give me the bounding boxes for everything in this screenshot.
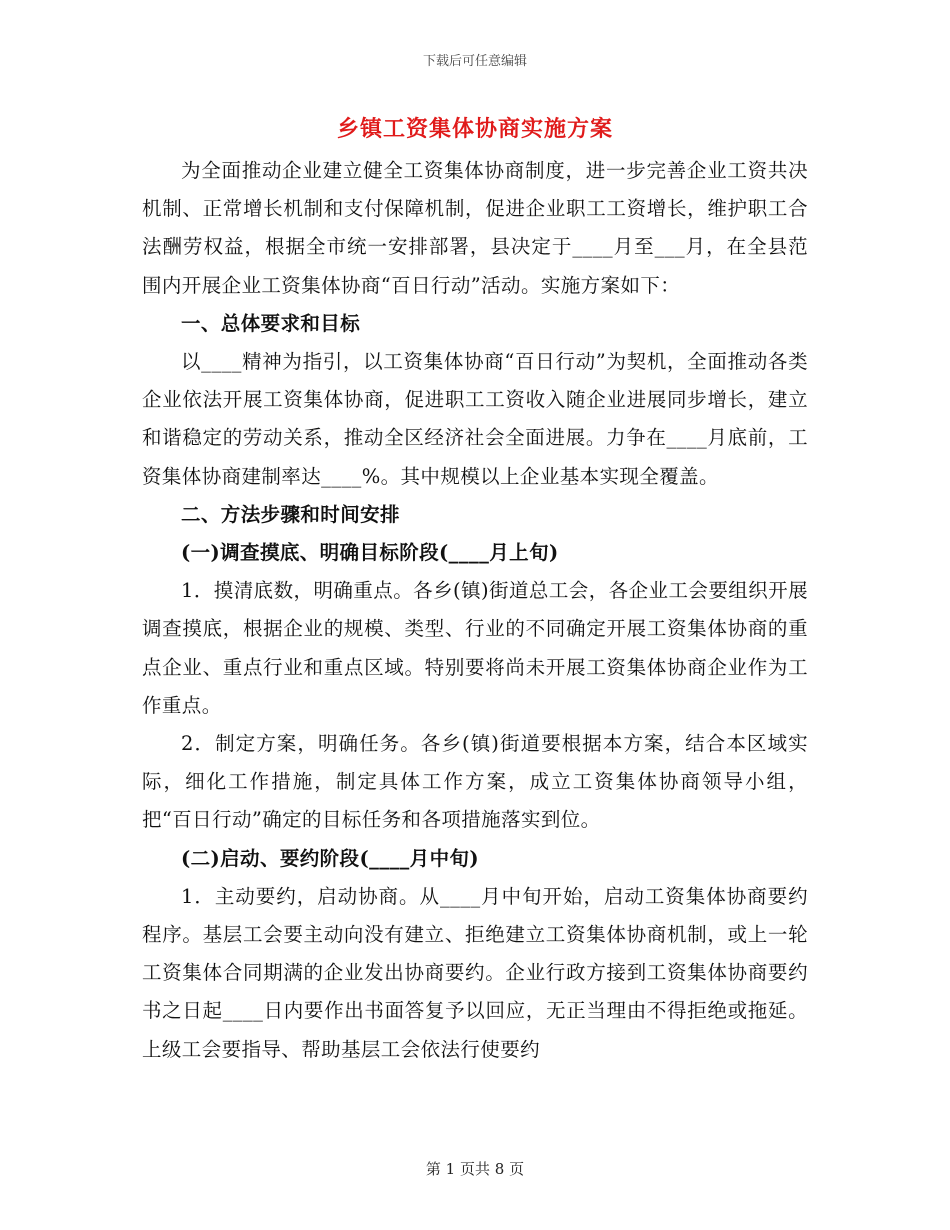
section-heading-1: 一、总体要求和目标 xyxy=(181,311,361,335)
subsection-heading-2-1: (一)调查摸底、明确目标阶段(____月上旬) xyxy=(181,541,559,565)
intro-paragraph: 为全面推动企业建立健全工资集体协商制度，进一步完善企业工资共决机制、正常增长机制和支付保障机制，促进企业职工工资增长，维护职工合法酬劳权益，根据全市统一安排部署，县决定于____月至___月，在全县范围内开展企业工资集体协商“百日行动”活动。实施方案如下： xyxy=(142,159,808,297)
section-heading-2: 二、方法步骤和时间安排 xyxy=(181,502,400,526)
subsection-2-1-paragraph-2: 2．制定方案，明确任务。各乡(镇)街道要根据本方案，结合本区域实际，细化工作措施，制定具体工作方案，成立工资集体协商领导小组，把“百日行动”确定的目标任务和各项措施落实到位。 xyxy=(142,732,808,832)
section-1-paragraph: 以____精神为指引，以工资集体协商“百日行动”为契机，全面推动各类企业依法开展工资集体协商，促进职工工资收入随企业进展同步增长，建立和谐稳定的劳动关系，推动全区经济社会全面进展。力争在____月底前，工资集体协商建制率达____%。其中规模以上企业基本实现全覆盖。 xyxy=(142,350,808,488)
subsection-2-2-paragraph-1: 1．主动要约，启动协商。从____月中旬开始，启动工资集体协商要约程序。基层工会要主动向没有建立、拒绝建立工资集体协商机制，或上一轮工资集体合同期满的企业发出协商要约。企业行政方接到工资集体协商要约书之日起____日内要作出书面答复予以回应，无正当理由不得拒绝或拖延。上级工会要指导、帮助基层工会依法行使要约 xyxy=(142,884,808,1061)
subsection-2-1-paragraph-1: 1．摸清底数，明确重点。各乡(镇)街道总工会，各企业工会要组织开展调查摸底，根据企业的规模、类型、行业的不同确定开展工资集体协商的重点企业、重点行业和重点区域。特别要将尚未开展工资集体协商企业作为工作重点。 xyxy=(142,579,808,717)
subsection-heading-2-2: (二)启动、要约阶段(____月中旬) xyxy=(181,846,480,870)
page-footer: 第 1 页共 8 页 xyxy=(425,1160,525,1178)
document-title: 乡镇工资集体协商实施方案 xyxy=(336,116,613,142)
document-body xyxy=(142,152,808,1069)
page-header: 下载后可任意编辑 xyxy=(422,54,527,69)
